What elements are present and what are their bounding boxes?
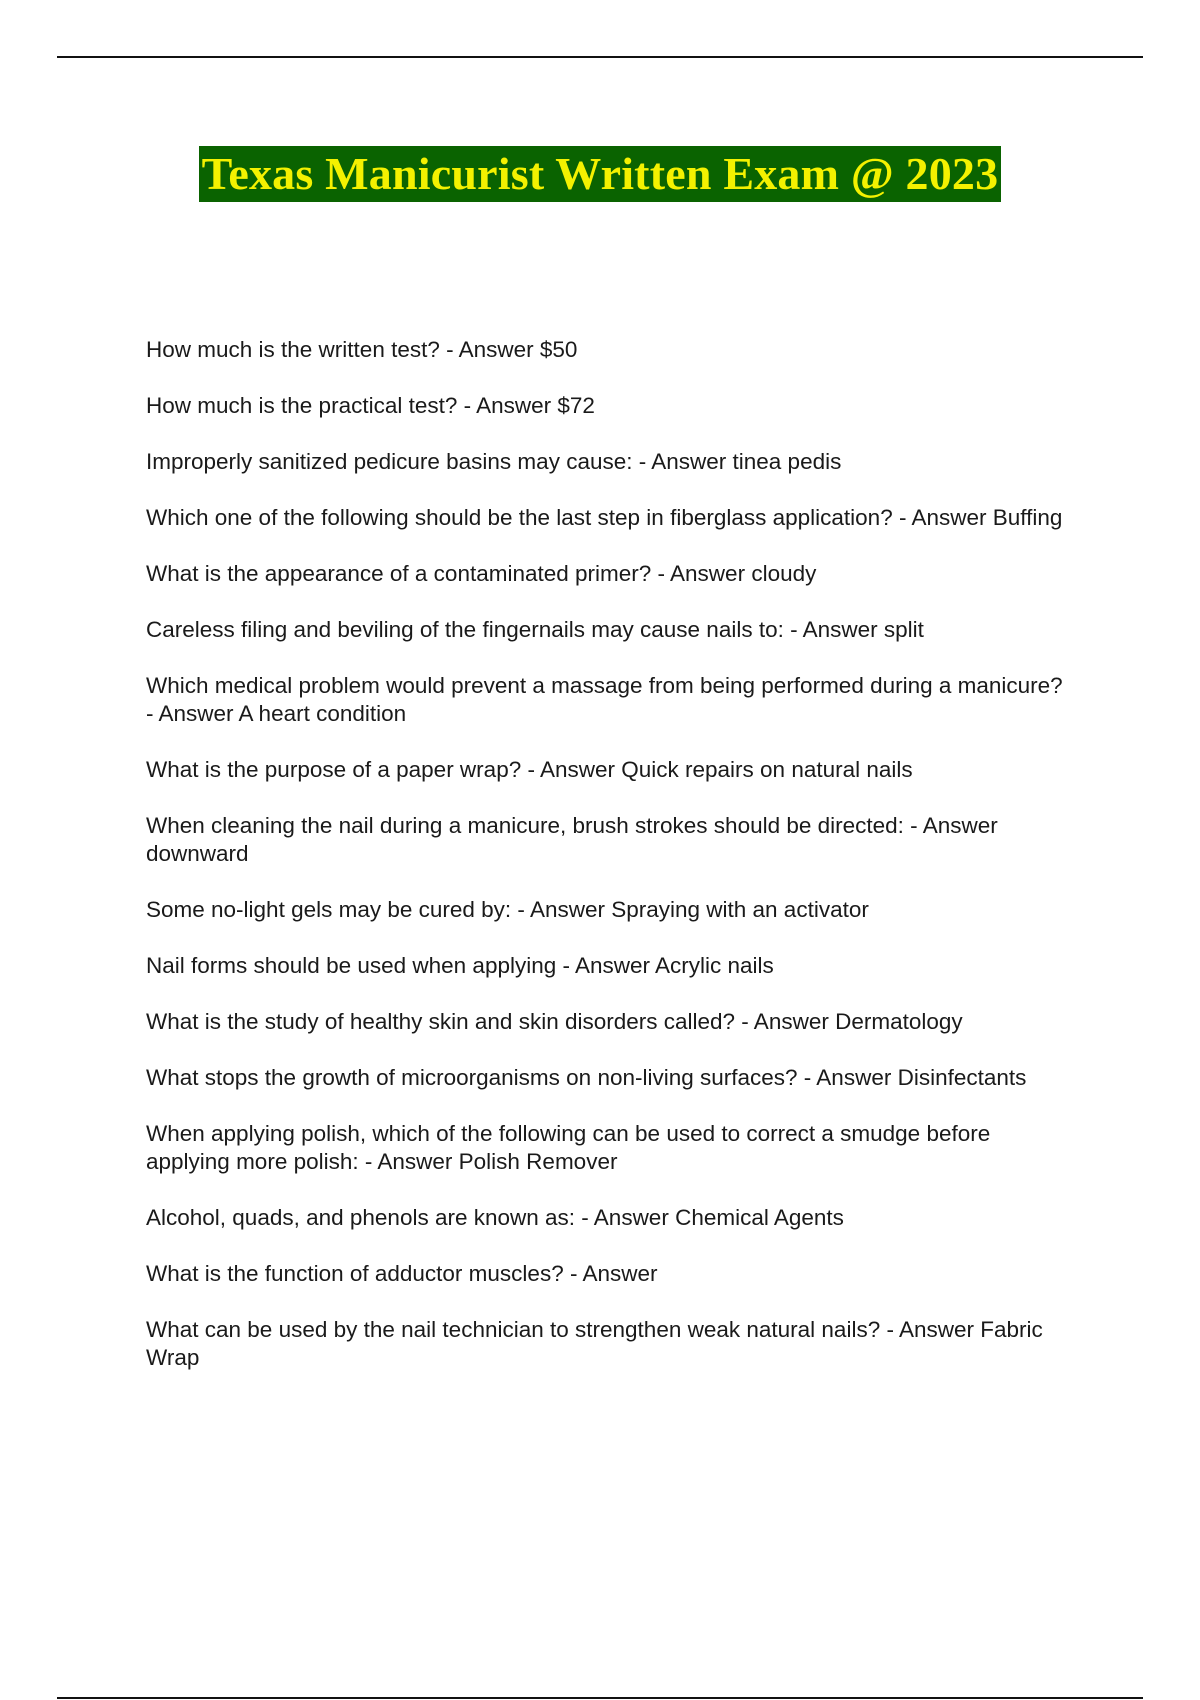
document-title: Texas Manicurist Written Exam @ 2023: [199, 146, 1002, 202]
qa-item: When applying polish, which of the following can be used to correct a smudge before applying more polish: - Answer Polish Remover: [146, 1121, 991, 1174]
qa-item: Alcohol, quads, and phenols are known as: - Answer Chemical Agents: [146, 1205, 844, 1230]
qa-item: How much is the practical test? - Answer $72: [146, 393, 595, 418]
title-area: [0, 146, 1200, 202]
footer-rule: [57, 1697, 1143, 1699]
qa-item: What can be used by the nail technician to strengthen weak natural nails? - Answer Fabric Wrap: [146, 1317, 1043, 1370]
qa-item: What is the appearance of a contaminated primer? - Answer cloudy: [146, 561, 817, 586]
qa-item: How much is the written test? - Answer $50: [146, 337, 578, 362]
qa-item: Careless filing and beviling of the fingernails may cause nails to: - Answer split: [146, 617, 924, 642]
qa-item: What is the function of adductor muscles? - Answer: [146, 1261, 658, 1286]
qa-item: What is the study of healthy skin and skin disorders called? - Answer Dermatology: [146, 1009, 963, 1034]
qa-item: Improperly sanitized pedicure basins may cause: - Answer tinea pedis: [146, 449, 842, 474]
qa-item: Nail forms should be used when applying - Answer Acrylic nails: [146, 953, 774, 978]
header-rule: [57, 56, 1143, 58]
qa-item: Which one of the following should be the last step in fiberglass application? - Answer Buffing: [146, 505, 1063, 530]
qa-item: Some no-light gels may be cured by: - Answer Spraying with an activator: [146, 897, 869, 922]
qa-list: [146, 336, 1076, 1400]
qa-item: When cleaning the nail during a manicure, brush strokes should be directed: - Answer downward: [146, 813, 998, 866]
qa-item: What stops the growth of microorganisms on non-living surfaces? - Answer Disinfectants: [146, 1065, 1027, 1090]
qa-item: What is the purpose of a paper wrap? - Answer Quick repairs on natural nails: [146, 757, 913, 782]
qa-item: Which medical problem would prevent a massage from being performed during a manicure? - Answer A heart condition: [146, 673, 1063, 726]
